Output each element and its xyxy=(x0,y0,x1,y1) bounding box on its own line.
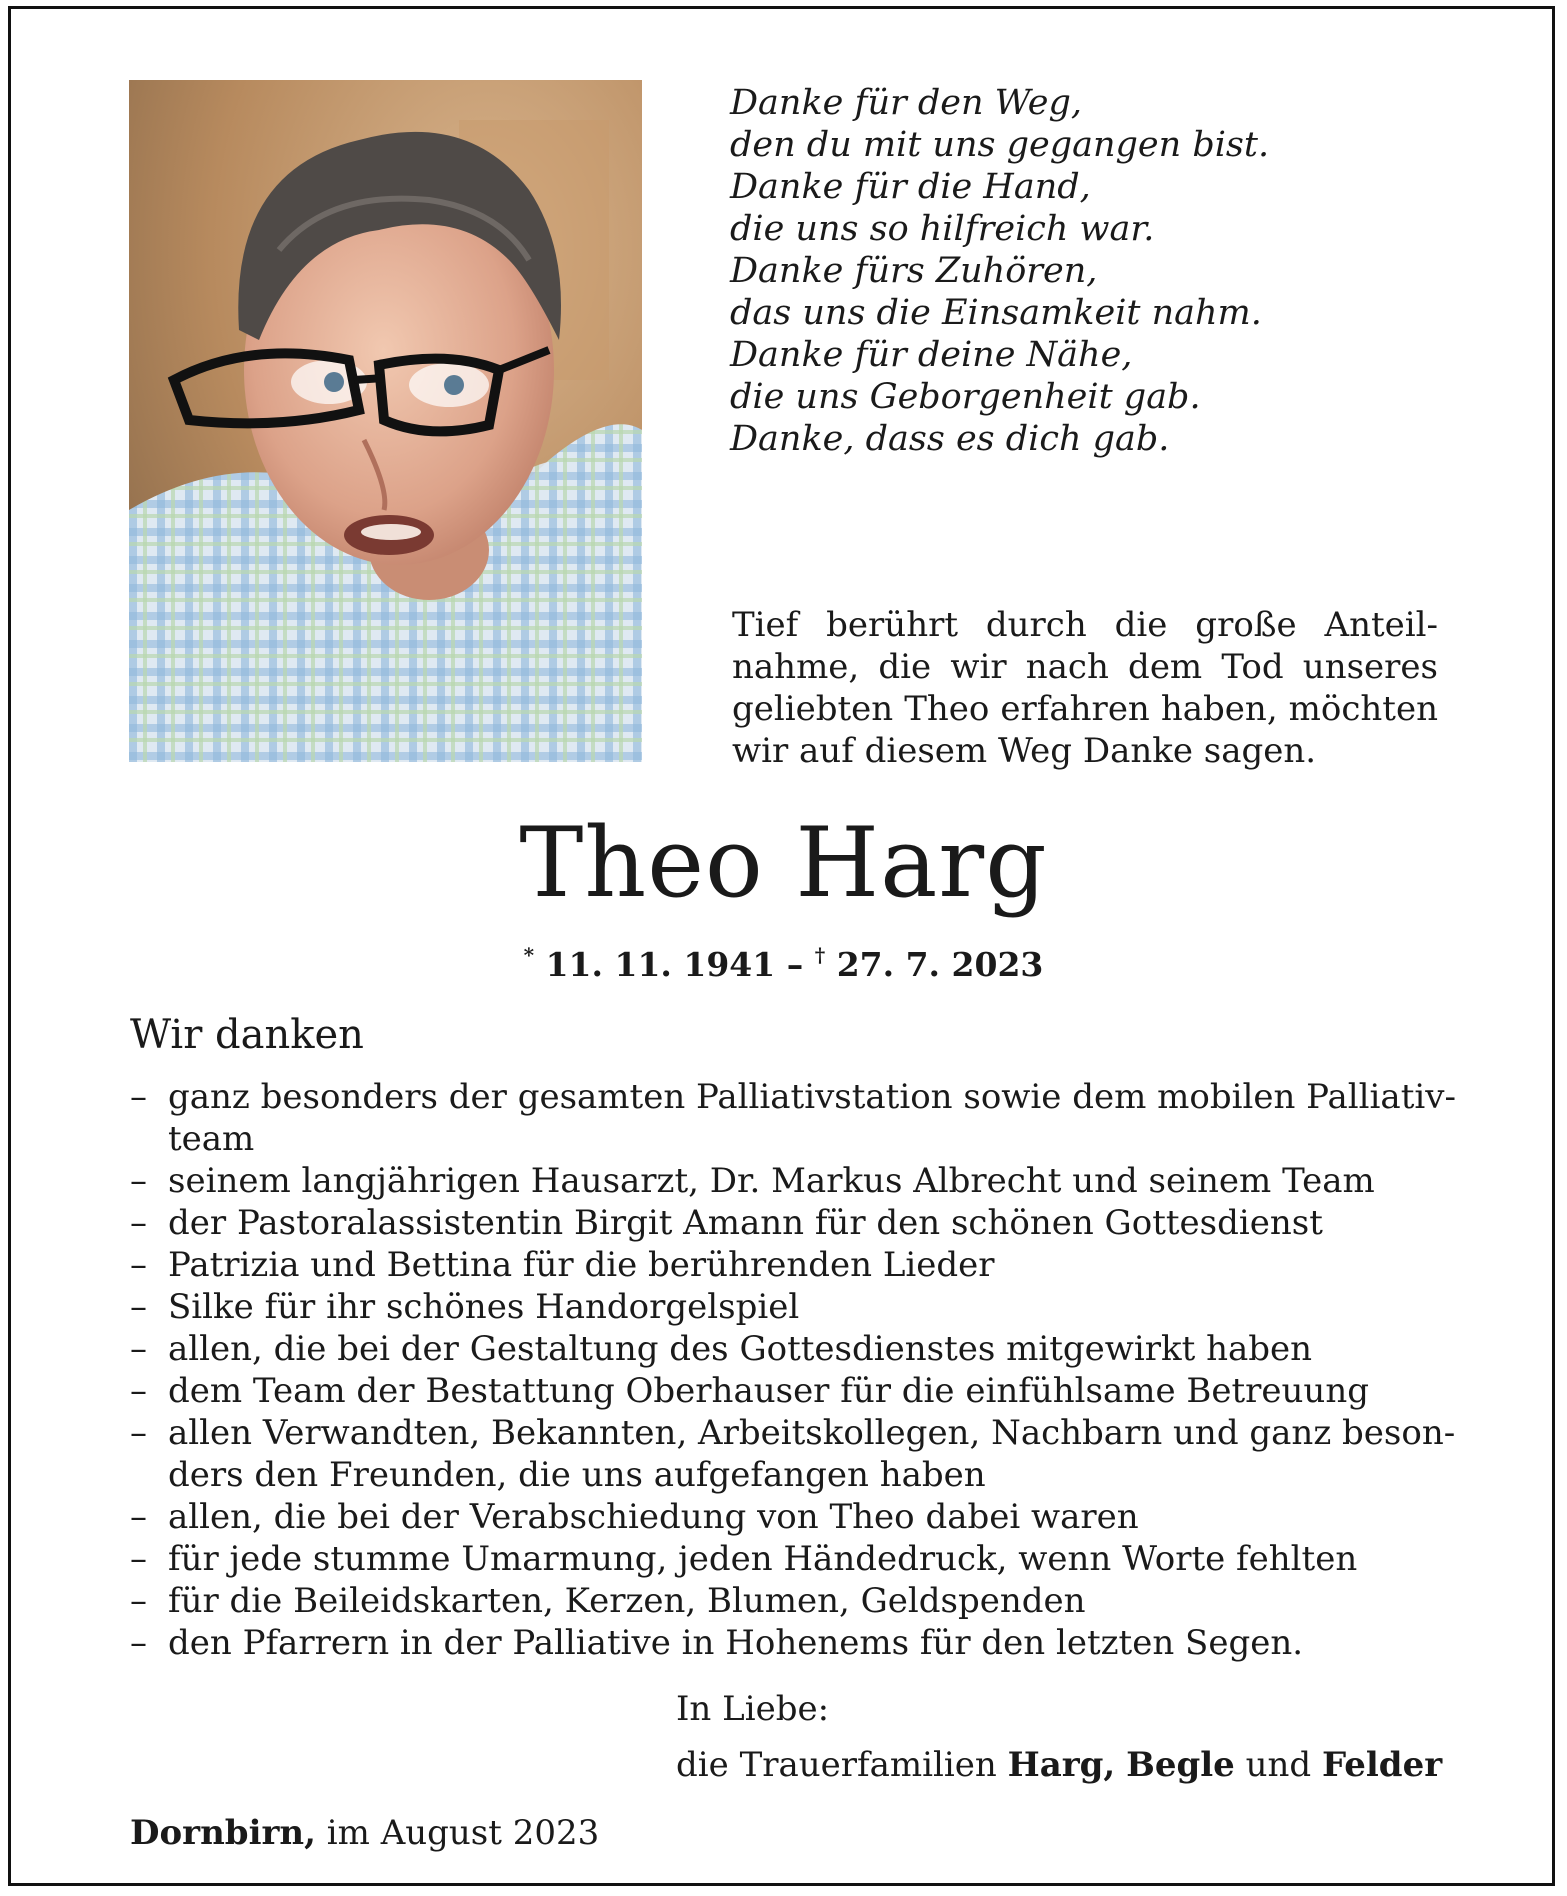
poem-line: das uns die Einsamkeit nahm. xyxy=(730,293,1262,333)
dash-marker: – xyxy=(130,1287,147,1327)
birth-date: 11. 11. 1941 xyxy=(545,945,776,984)
poem-line: Danke für den Weg, xyxy=(730,83,1083,123)
portrait-photo xyxy=(129,80,642,762)
dash-marker: – xyxy=(130,1161,147,1201)
poem-line: die uns so hilfreich war. xyxy=(730,209,1155,249)
poem-line: Danke fürs Zuhören, xyxy=(730,251,1098,291)
poem-line: Danke für deine Nähe, xyxy=(730,335,1133,375)
poem-line: den du mit uns gegangen bist. xyxy=(730,125,1270,165)
list-item: – seinem langjährigen Hausarzt, Dr. Markus Albrecht und seinem Team xyxy=(130,1161,1375,1201)
list-item: – allen Verwandten, Bekannten, Arbeitskollegen, Nachbarn und ganz beson- ders den Freunden, die uns aufgefangen haben xyxy=(130,1413,1456,1495)
dash-marker: – xyxy=(130,1497,147,1537)
thanks-list xyxy=(130,1076,1456,1664)
list-item: – für jede stumme Umarmung, jeden Händedruck, wenn Worte fehlten xyxy=(130,1539,1358,1579)
death-symbol: † xyxy=(814,943,826,967)
intro-line: wir auf diesem Weg Danke sagen. xyxy=(732,731,1317,771)
death-date: 27. 7. 2023 xyxy=(836,945,1044,984)
place: Dornbirn, xyxy=(130,1813,316,1853)
list-item: – Silke für ihr schönes Handorgelspiel xyxy=(130,1287,800,1327)
list-item: – allen, die bei der Gestaltung des Gottesdienstes mitgewirkt haben xyxy=(130,1329,1313,1369)
list-item: – dem Team der Bestattung Oberhauser für die einfühlsame Betreuung xyxy=(130,1371,1369,1411)
family-name: Felder xyxy=(1321,1745,1443,1785)
family-name: Begle xyxy=(1126,1745,1235,1785)
list-item: – für die Beileidskarten, Kerzen, Blumen, Geldspenden xyxy=(130,1581,1086,1621)
family-name: Harg, xyxy=(1007,1745,1116,1785)
poem xyxy=(730,82,1470,460)
intro-line: Tief berührt durch die große Anteil- xyxy=(732,605,1438,645)
dash-marker: – xyxy=(130,1245,147,1285)
dash-marker: – xyxy=(130,1581,147,1621)
dash-marker: – xyxy=(130,1329,147,1369)
closing-greeting: In Liebe: xyxy=(676,1689,830,1729)
birth-symbol: * xyxy=(523,943,535,967)
intro-line: nahme, die wir nach dem Tod unseres xyxy=(732,647,1438,687)
poem-line: Danke, dass es dich gab. xyxy=(730,419,1170,459)
mourning-families xyxy=(676,1744,1442,1786)
dash-marker: – xyxy=(130,1413,147,1453)
dash-marker: – xyxy=(130,1371,147,1411)
intro-paragraph xyxy=(732,604,1438,772)
poem-line: die uns Geborgenheit gab. xyxy=(730,377,1201,417)
date-separator: – xyxy=(775,945,815,984)
families-prefix: die Trauerfamilien xyxy=(676,1745,1008,1785)
life-dates xyxy=(0,933,1567,987)
place-and-date xyxy=(130,1812,599,1854)
dash-marker: – xyxy=(130,1077,147,1117)
dash-marker: – xyxy=(130,1623,147,1663)
intro-line: geliebten Theo erfahren haben, möchten xyxy=(732,689,1438,729)
date: im August 2023 xyxy=(315,1813,600,1853)
dash-marker: – xyxy=(130,1539,147,1579)
thanks-heading: Wir danken xyxy=(130,1012,364,1058)
deceased-name: Theo Harg xyxy=(519,807,1048,919)
list-item: – der Pastoralassistentin Birgit Amann für den schönen Gottesdienst xyxy=(130,1203,1323,1243)
list-item: – ganz besonders der gesamten Palliativstation sowie dem mobilen Palliativ- team xyxy=(130,1077,1456,1159)
poem-line: Danke für die Hand, xyxy=(730,167,1091,207)
families-joiner: und xyxy=(1234,1745,1322,1785)
dash-marker: – xyxy=(130,1203,147,1243)
list-item: – den Pfarrern in der Palliative in Hohenems für den letzten Segen. xyxy=(130,1623,1304,1663)
list-item: – Patrizia und Bettina für die berührenden Lieder xyxy=(130,1245,995,1285)
list-item: – allen, die bei der Verabschiedung von Theo dabei waren xyxy=(130,1497,1139,1537)
